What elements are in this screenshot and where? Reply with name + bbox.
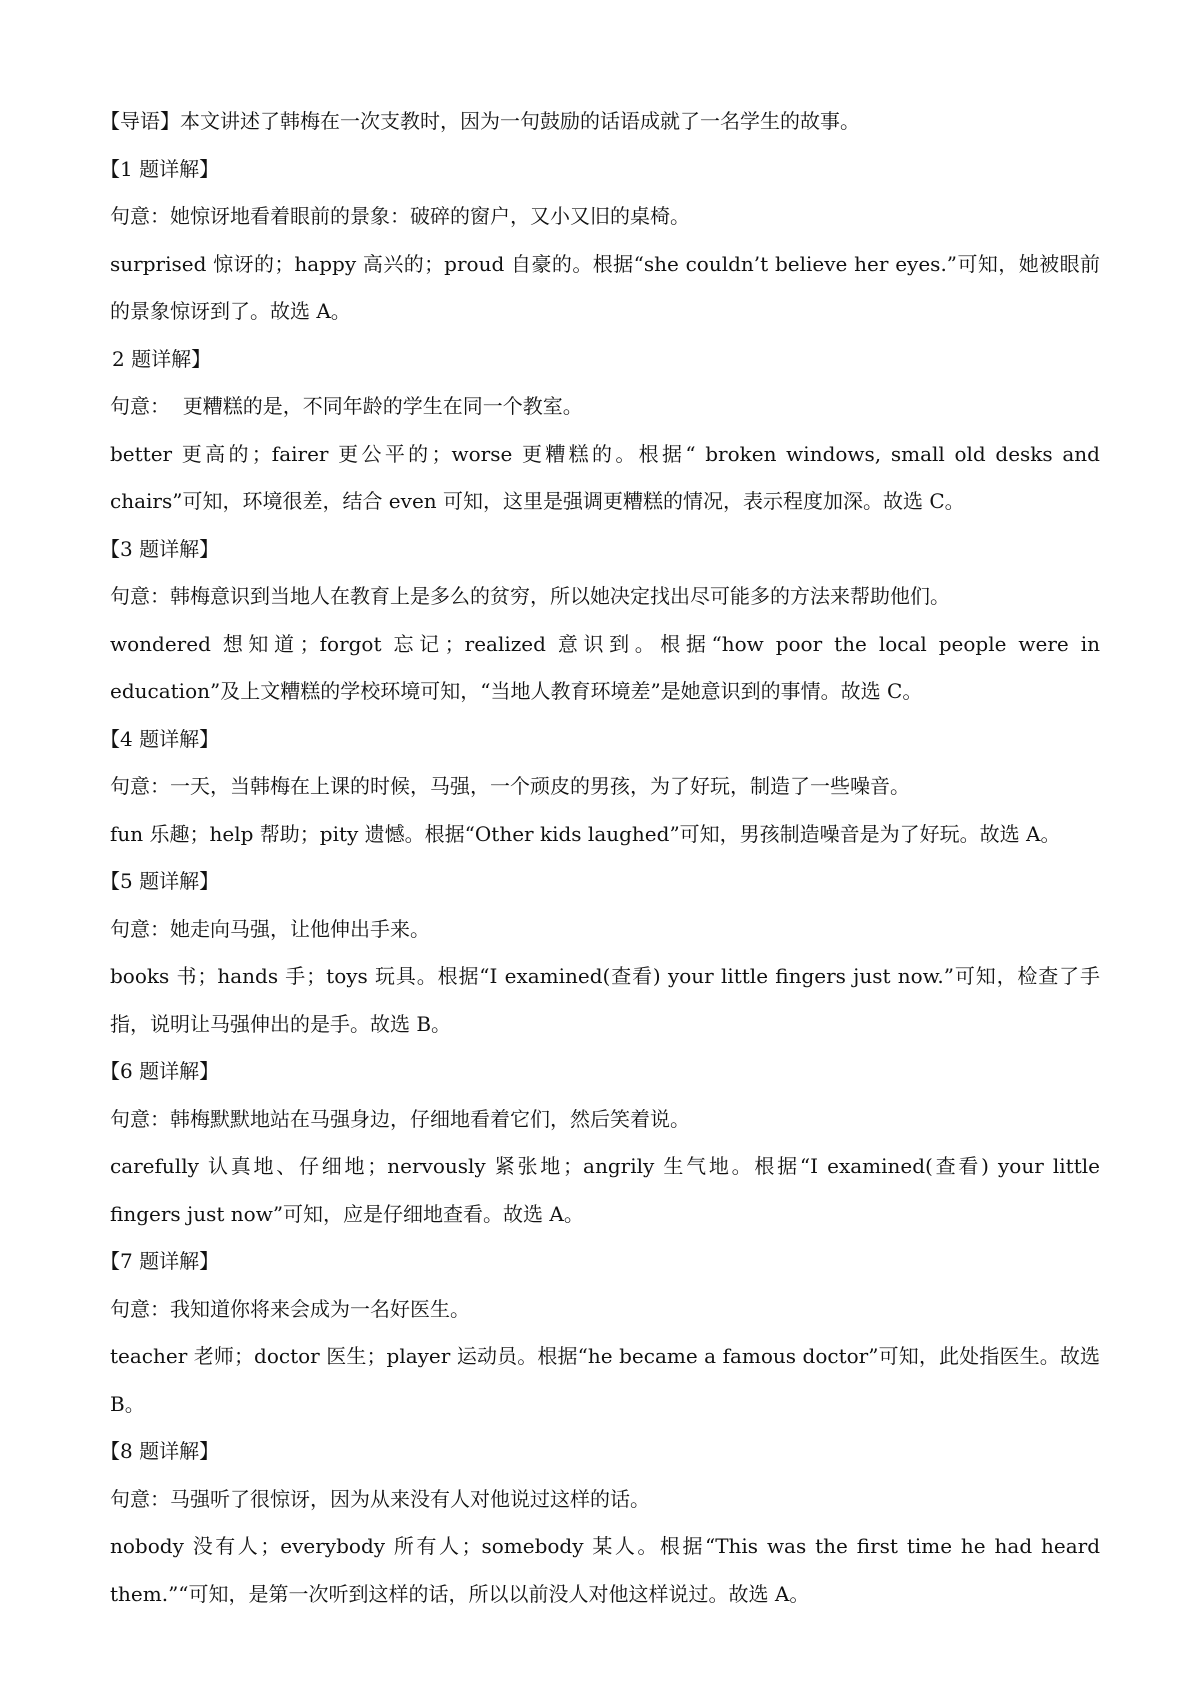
answer-explanation: nobody 没有人；everybody 所有人；somebody 某人。根据“This was the first time he had heard them.”“可知，是第一次听到这样的话，所以以前没人对他这样说过。故选 A。 bbox=[110, 1534, 1100, 1606]
sentence-meaning: 句意： 更糟糕的是，不同年龄的学生在同一个教室。 bbox=[110, 394, 583, 418]
section-heading: 【5 题详解】 bbox=[100, 869, 220, 893]
sentence-meaning: 句意：她走向马强，让他伸出手来。 bbox=[110, 916, 430, 941]
answer-explanation: carefully 认真地、仔细地；nervously 紧张地；angrily 生气地。根据“I examined(查看) your little fingers just now”可知，应是仔细地查看。故选 A。 bbox=[110, 1154, 1100, 1226]
sentence-meaning: 句意：她惊讶地看着眼前的景象：破碎的窗户，又小又旧的桌椅。 bbox=[110, 204, 690, 228]
section-heading: 【3 题详解】 bbox=[100, 536, 220, 561]
section-7 bbox=[100, 1238, 1100, 1428]
sentence-meaning: 句意：韩梅意识到当地人在教育上是多么的贫穷，所以她决定找出尽可能多的方法来帮助他们。 bbox=[110, 584, 950, 608]
section-heading: 2 题详解】 bbox=[112, 346, 212, 371]
section-1 bbox=[100, 146, 1100, 336]
answer-explanation: teacher 老师；doctor 医生；player 运动员。根据“he became a famous doctor”可知，此处指医生。故选 B。 bbox=[110, 1344, 1100, 1416]
answer-explanation: surprised 惊讶的；happy 高兴的；proud 自豪的。根据“she couldn’t believe her eyes.”可知，她被眼前的景象惊讶到了。故选 A。 bbox=[110, 251, 1100, 323]
section-heading: 【4 题详解】 bbox=[100, 726, 220, 751]
answer-explanation: books 书；hands 手；toys 玩具。根据“I examined(查看) your little fingers just now.”可知，检查了手指，说明让马强伸出的是手。故选 B。 bbox=[110, 964, 1100, 1036]
intro-paragraph: 【导语】本文讲述了韩梅在一次支教时，因为一句鼓励的话语成就了一名学生的故事。 bbox=[100, 109, 860, 133]
answer-explanation: better 更高的；fairer 更公平的；worse 更糟糕的。根据“ broken windows, small old desks and chairs”可知，环境很差，结合 even 可知，这里是强调更糟糕的情况，表示程度加深。故选 C。 bbox=[110, 441, 1100, 513]
section-5 bbox=[100, 858, 1100, 1048]
section-3 bbox=[100, 526, 1100, 716]
sentence-meaning: 句意：马强听了很惊讶，因为从来没有人对他说过这样的话。 bbox=[110, 1486, 650, 1511]
document-body bbox=[100, 98, 1100, 1618]
sentence-meaning: 句意：韩梅默默地站在马强身边，仔细地看着它们，然后笑着说。 bbox=[110, 1106, 690, 1131]
section-2 bbox=[110, 336, 1100, 526]
section-6 bbox=[100, 1048, 1100, 1238]
section-heading: 【1 题详解】 bbox=[100, 156, 220, 181]
answer-explanation: fun 乐趣；help 帮助；pity 遗憾。根据“Other kids laughed”可知，男孩制造噪音是为了好玩。故选 A。 bbox=[110, 821, 1061, 846]
answer-explanation: wondered 想知道；forgot 忘记；realized 意识到。根据“how poor the local people were in education”及上文糟糕的学校环境可知，“当地人教育环境差”是她意识到的事情。故选 C。 bbox=[110, 631, 1100, 703]
section-heading: 【6 题详解】 bbox=[100, 1059, 220, 1083]
section-4 bbox=[100, 716, 1100, 859]
section-heading: 【8 题详解】 bbox=[100, 1439, 220, 1463]
section-heading: 【7 题详解】 bbox=[100, 1249, 220, 1273]
sentence-meaning: 句意：我知道你将来会成为一名好医生。 bbox=[110, 1296, 470, 1321]
section-8 bbox=[100, 1428, 1100, 1618]
sentence-meaning: 句意：一天，当韩梅在上课的时候，马强，一个顽皮的男孩，为了好玩，制造了一些噪音。 bbox=[110, 774, 910, 798]
